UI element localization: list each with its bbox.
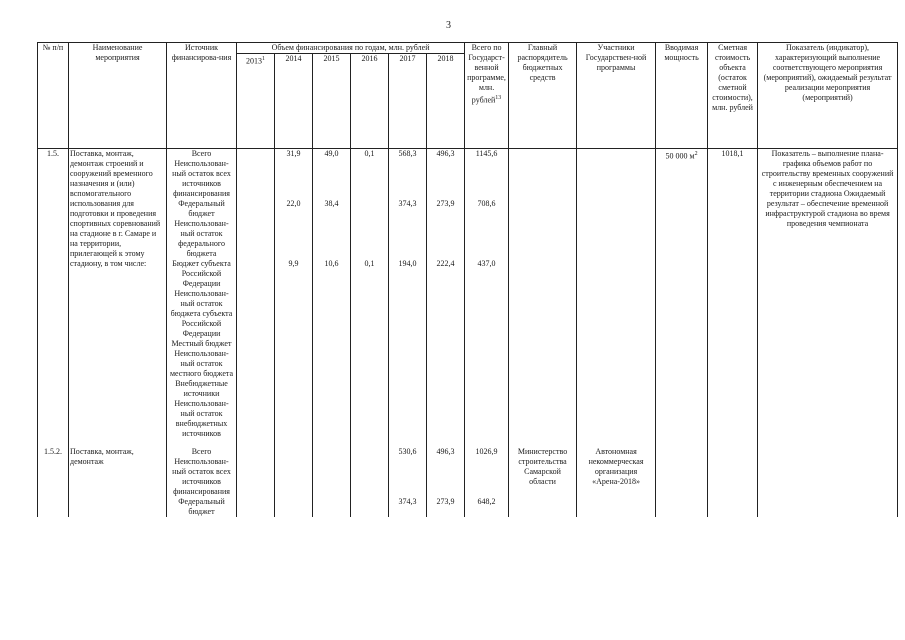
year-value bbox=[237, 259, 275, 289]
total-value bbox=[465, 349, 509, 379]
total-value bbox=[465, 379, 509, 399]
year-value bbox=[237, 289, 275, 339]
year-value bbox=[351, 379, 389, 399]
year-value bbox=[351, 339, 389, 349]
row-manager: Министерство строительства Самарской области bbox=[509, 447, 577, 517]
financing-table bbox=[37, 42, 898, 517]
year-value bbox=[351, 289, 389, 339]
year-value bbox=[351, 199, 389, 219]
year-value bbox=[313, 447, 351, 457]
year-value bbox=[427, 399, 465, 439]
year-value bbox=[351, 457, 389, 497]
year-value bbox=[237, 497, 275, 517]
row-capacity bbox=[656, 447, 708, 517]
year-value bbox=[427, 289, 465, 339]
row-participants bbox=[577, 149, 656, 440]
source-label: Местный бюджет bbox=[167, 339, 237, 349]
page-number: 3 bbox=[446, 20, 451, 31]
header-year-2015: 2015 bbox=[313, 54, 351, 149]
year-value: 38,4 bbox=[313, 199, 351, 219]
year-value: 374,3 bbox=[389, 497, 427, 517]
total-value bbox=[465, 399, 509, 439]
total-value bbox=[465, 289, 509, 339]
row-manager bbox=[509, 149, 577, 440]
year-value bbox=[275, 447, 313, 457]
year-value: 496,3 bbox=[427, 447, 465, 457]
year-value bbox=[427, 457, 465, 497]
year-value bbox=[389, 379, 427, 399]
row-indicator bbox=[758, 447, 898, 517]
header-manager: Главный распорядитель бюджетных средств bbox=[509, 43, 577, 149]
row-indicator: Показатель – выполнение плана-графика объемов работ по строительству временных сооружений с инженерным обеспечением на территории стадиона Ожидаемый результат – обеспечение временной инфраструктурой стадиона во время проведения чемпионата bbox=[758, 149, 898, 440]
header-year-2014: 2014 bbox=[275, 54, 313, 149]
header-year-2018: 2018 bbox=[427, 54, 465, 149]
year-value: 273,9 bbox=[427, 199, 465, 219]
year-value bbox=[427, 379, 465, 399]
row-number: 1.5. bbox=[38, 149, 69, 440]
year-value bbox=[313, 159, 351, 199]
row-name: Поставка, монтаж, демонтаж строений и сооружений временного назначения и (или) вспомогательного использования для подготовки и проведения спортивных соревнований на стадионе в г. Самаре и на территории, прилегающей к этому стадиону, в том числе: bbox=[69, 149, 167, 440]
year-value: 273,9 bbox=[427, 497, 465, 517]
table-row bbox=[38, 447, 898, 457]
source-label: Неиспользован-ный остаток местного бюджета bbox=[167, 349, 237, 379]
total-value: 1026,9 bbox=[465, 447, 509, 457]
year-value bbox=[237, 219, 275, 259]
year-value bbox=[389, 289, 427, 339]
year-value: 9,9 bbox=[275, 259, 313, 289]
source-label: Федеральный бюджет bbox=[167, 497, 237, 517]
header-year-2017: 2017 bbox=[389, 54, 427, 149]
year-value bbox=[275, 457, 313, 497]
year-value: 496,3 bbox=[427, 149, 465, 160]
source-label: Всего bbox=[167, 447, 237, 457]
source-label: Неиспользован-ный остаток федерального бюджета bbox=[167, 219, 237, 259]
spacer-row bbox=[38, 439, 898, 447]
source-label: Всего bbox=[167, 149, 237, 160]
year-value bbox=[313, 339, 351, 349]
header-capacity: Вводимая мощность bbox=[656, 43, 708, 149]
year-value bbox=[351, 399, 389, 439]
year-value bbox=[351, 447, 389, 457]
year-value bbox=[237, 199, 275, 219]
year-value bbox=[313, 399, 351, 439]
year-value: 374,3 bbox=[389, 199, 427, 219]
year-value bbox=[313, 349, 351, 379]
year-value bbox=[351, 219, 389, 259]
year-value: 194,0 bbox=[389, 259, 427, 289]
year-value bbox=[389, 159, 427, 199]
header-num: № п/п bbox=[38, 43, 69, 149]
total-value: 708,6 bbox=[465, 199, 509, 219]
year-value bbox=[237, 149, 275, 160]
year-value bbox=[237, 447, 275, 457]
year-value bbox=[275, 339, 313, 349]
year-value bbox=[389, 457, 427, 497]
total-value: 437,0 bbox=[465, 259, 509, 289]
year-value: 22,0 bbox=[275, 199, 313, 219]
header-cost: Сметная стоимость объекта (остаток сметной стоимости), млн. рублей bbox=[708, 43, 758, 149]
total-value: 1145,6 bbox=[465, 149, 509, 160]
year-value bbox=[313, 379, 351, 399]
year-value bbox=[237, 399, 275, 439]
source-label: Неиспользован-ный остаток внебюджетных источников bbox=[167, 399, 237, 439]
header-year-2016: 2016 bbox=[351, 54, 389, 149]
year-value bbox=[275, 379, 313, 399]
year-value: 0,1 bbox=[351, 149, 389, 160]
header-name: Наименование мероприятия bbox=[69, 43, 167, 149]
row-cost: 1018,1 bbox=[708, 149, 758, 440]
year-value bbox=[313, 497, 351, 517]
total-value bbox=[465, 457, 509, 497]
row-number: 1.5.2. bbox=[38, 447, 69, 517]
table-header bbox=[38, 43, 898, 149]
year-value bbox=[313, 219, 351, 259]
year-value bbox=[237, 457, 275, 497]
year-value bbox=[351, 159, 389, 199]
total-value bbox=[465, 219, 509, 259]
row-name: Поставка, монтаж, демонтаж bbox=[69, 447, 167, 517]
row-capacity: 50 000 $м^2$ bbox=[656, 149, 708, 440]
year-value bbox=[427, 349, 465, 379]
source-label: Федеральный бюджет bbox=[167, 199, 237, 219]
year-value bbox=[275, 399, 313, 439]
year-value bbox=[427, 159, 465, 199]
year-value bbox=[275, 289, 313, 339]
year-value bbox=[389, 399, 427, 439]
year-value bbox=[237, 379, 275, 399]
source-label: Неиспользован-ный остаток всех источников финансирования bbox=[167, 457, 237, 497]
year-value bbox=[275, 219, 313, 259]
year-value bbox=[389, 339, 427, 349]
year-value bbox=[389, 349, 427, 379]
source-label: Неиспользован-ный остаток бюджета субъекта Российской Федерации bbox=[167, 289, 237, 339]
row-cost bbox=[708, 447, 758, 517]
header-source: Источник финансирова-ния bbox=[167, 43, 237, 149]
year-value bbox=[427, 219, 465, 259]
row-participants: Автономная некоммерческая организация «Арена-2018» bbox=[577, 447, 656, 517]
year-value bbox=[237, 339, 275, 349]
header-participants: Участники Государствен-ной программы bbox=[577, 43, 656, 149]
year-value: 222,4 bbox=[427, 259, 465, 289]
year-value bbox=[351, 497, 389, 517]
table-row bbox=[38, 149, 898, 160]
header-total: Всего по Государст-венной программе, млн. рублей$^{13}$ bbox=[465, 43, 509, 149]
source-label: Внебюджетные источники bbox=[167, 379, 237, 399]
year-value bbox=[351, 349, 389, 379]
year-value bbox=[427, 339, 465, 349]
year-value: 49,0 bbox=[313, 149, 351, 160]
header-year-2013: 2013$^1$ bbox=[237, 54, 275, 149]
year-value bbox=[313, 457, 351, 497]
year-value bbox=[275, 349, 313, 379]
year-value bbox=[275, 159, 313, 199]
year-value bbox=[237, 159, 275, 199]
total-value bbox=[465, 339, 509, 349]
year-value: 568,3 bbox=[389, 149, 427, 160]
year-value bbox=[275, 497, 313, 517]
year-value: 31,9 bbox=[275, 149, 313, 160]
source-label: Бюджет субъекта Российской Федерации bbox=[167, 259, 237, 289]
total-value: 648,2 bbox=[465, 497, 509, 517]
header-volume: Объем финансирования по годам, млн. рублей bbox=[237, 43, 465, 54]
year-value: 10,6 bbox=[313, 259, 351, 289]
header-indicator: Показатель (индикатор), характеризующий выполнение соответствующего мероприятия (мероприятий), ожидаемый результат реализации мероприятия (мероприятий) bbox=[758, 43, 898, 149]
year-value bbox=[389, 219, 427, 259]
source-label: Неиспользован-ный остаток всех источников финансирования bbox=[167, 159, 237, 199]
total-value bbox=[465, 159, 509, 199]
year-value bbox=[313, 289, 351, 339]
table-body bbox=[38, 149, 898, 518]
year-value: 530,6 bbox=[389, 447, 427, 457]
year-value: 0,1 bbox=[351, 259, 389, 289]
year-value bbox=[237, 349, 275, 379]
